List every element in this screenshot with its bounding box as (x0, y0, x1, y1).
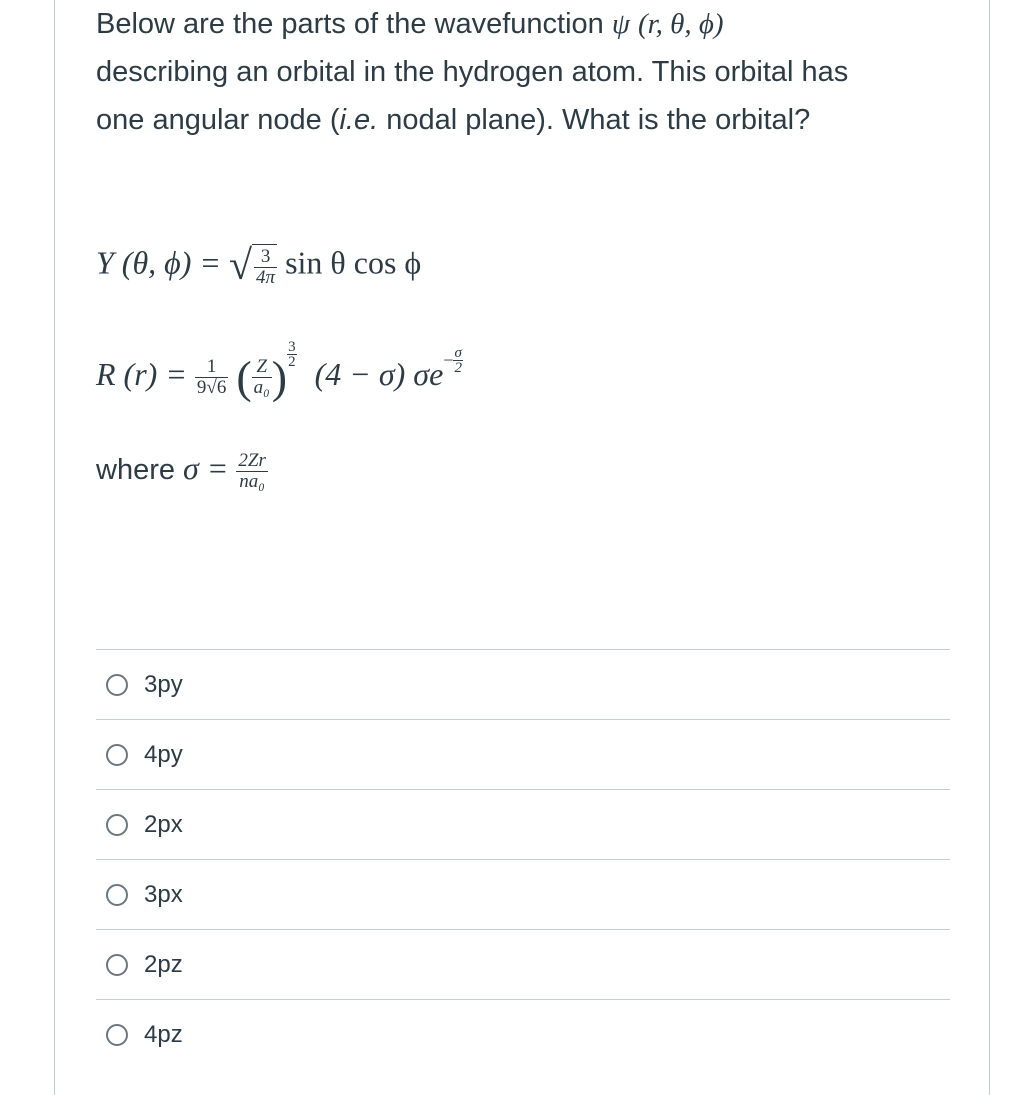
answer-option-3px[interactable] (96, 859, 950, 929)
r-exponent: $\frac{3}{2}$ (288, 339, 296, 370)
answer-list (96, 649, 950, 1069)
answer-label: 3py (144, 670, 183, 698)
answer-option-4py[interactable] (96, 719, 950, 789)
answer-label: 2pz (144, 950, 183, 978)
sigma-definition (96, 450, 268, 492)
sqrt-term (229, 242, 277, 290)
radio-button[interactable] (106, 744, 128, 766)
radio-button[interactable] (106, 954, 128, 976)
radio-button[interactable] (106, 1024, 128, 1046)
psi-args: (r, θ, ϕ) (637, 8, 724, 40)
answer-option-3py[interactable] (96, 649, 950, 719)
r-polynomial: (4 − σ) σe (314, 356, 444, 392)
psi-symbol: ψ (611, 8, 630, 40)
y-trig: sin θ cos ϕ (285, 244, 422, 281)
answer-label: 4py (144, 740, 183, 768)
radical-sign: √ (228, 243, 253, 289)
angular-equation (96, 242, 421, 290)
answer-option-2pz[interactable] (96, 929, 950, 999)
radio-button[interactable] (106, 674, 128, 696)
answer-label: 4pz (144, 1020, 183, 1048)
r-lhs: R (r) = (96, 356, 187, 392)
question-text (96, 0, 946, 144)
z-over-a0: $\frac{Z}{\text{a₀}}$ (253, 356, 270, 399)
question-line-2: describing an orbital in the hydrogen atom. This orbital has (96, 56, 849, 88)
y-fraction: $\frac{3}{4\pi}$ (256, 245, 276, 288)
sigma-symbol: σ = (183, 450, 229, 486)
where-label: where (96, 454, 175, 486)
sigma-fraction: $\frac{2Zr}{\text{na₀}}$ (238, 450, 266, 493)
radial-equation: R (r) = $\frac{1}{9√6}$ ( $\frac{Z}{\text{a₀}}$ ) $\frac{3}{2}$ (4 − σ) σe− $\frac{\sigma}{2}$ (96, 339, 462, 403)
question-line-3: one angular node (i.e. nodal plane). What is the orbital? (96, 104, 811, 136)
radio-button[interactable] (106, 884, 128, 906)
answer-label: 3px (144, 880, 183, 908)
e-exponent: $\frac{\sigma}{2}$ (454, 345, 462, 376)
y-lhs: Y (θ, ϕ) = (96, 244, 221, 281)
e-exp-sign: − (443, 350, 454, 370)
radio-button[interactable] (106, 814, 128, 836)
answer-option-4pz[interactable] (96, 999, 950, 1069)
answer-label: 2px (144, 810, 183, 838)
r-coefficient: $\frac{1}{9√6}$ (196, 356, 227, 399)
answer-option-2px[interactable] (96, 789, 950, 859)
question-line-1: Below are the parts of the wavefunction ψ (r, θ, ϕ) (96, 8, 724, 40)
